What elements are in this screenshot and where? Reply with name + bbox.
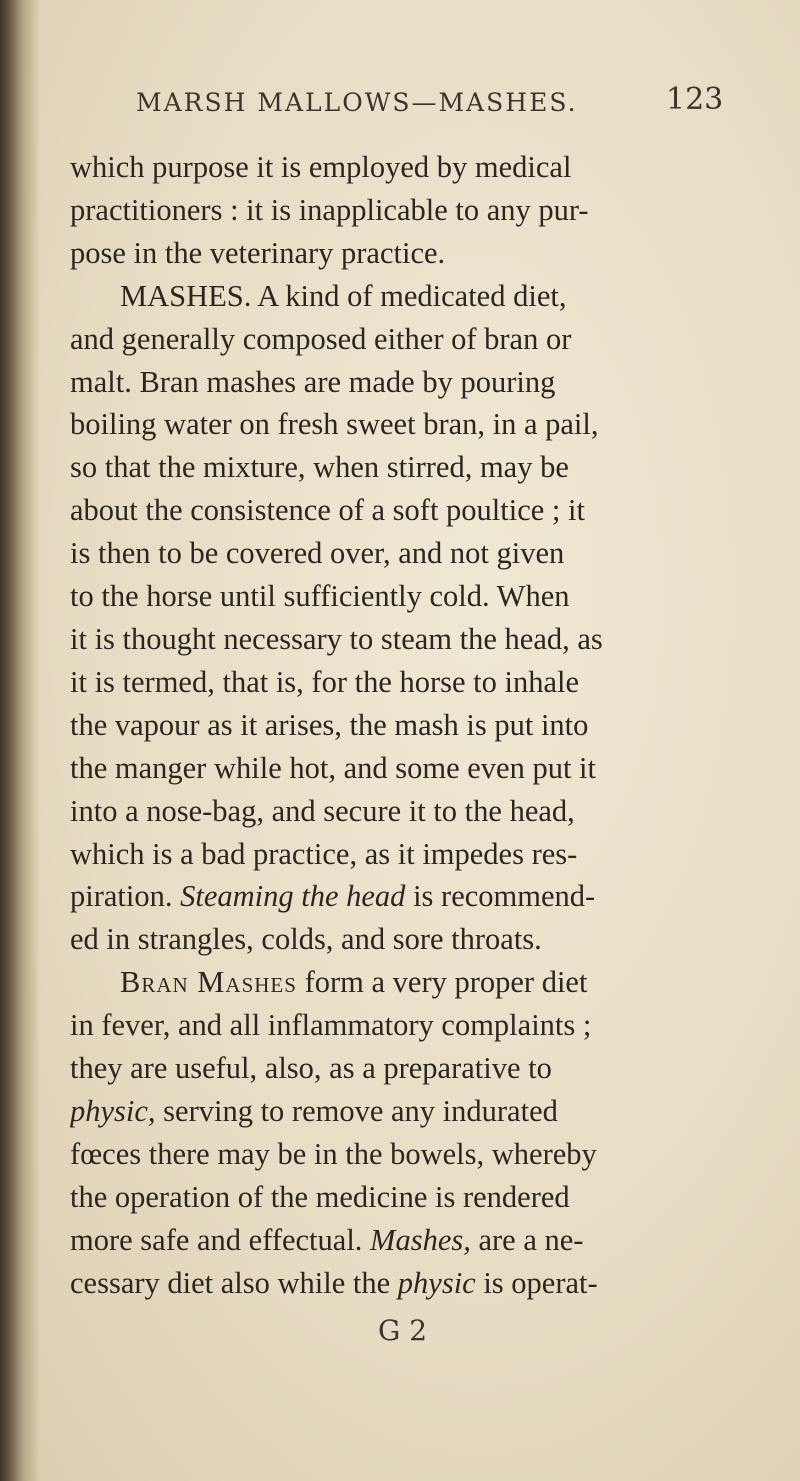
text-line: so that the mixture, when stirred, may be	[70, 450, 569, 485]
text-line: about the consistence of a soft poultice ; it	[70, 493, 585, 528]
text-line: which is a bad practice, as it impedes res-	[70, 836, 578, 871]
text-line: the manger while hot, and some even put it	[70, 750, 596, 785]
italic-word: physic	[397, 1265, 476, 1300]
text-line: it is thought necessary to steam the head, as	[70, 621, 603, 656]
text-line: practitioners : it is inapplicable to any pur-	[70, 192, 589, 227]
text-line: in fever, and all inflammatory complaints ;	[70, 1008, 592, 1043]
text-line: is then to be covered over, and not given	[70, 536, 565, 571]
text-line: into a nose-bag, and secure it to the head,	[70, 793, 575, 828]
text-line: it is termed, that is, for the horse to inhale	[70, 664, 580, 699]
text-line: fœces there may be in the bowels, whereby	[70, 1136, 597, 1171]
text-fragment: is operat-	[483, 1265, 598, 1300]
text-line: boiling water on fresh sweet bran, in a pail,	[70, 407, 599, 442]
body-text	[70, 146, 760, 1304]
text-line: and generally composed either of bran or	[70, 321, 572, 356]
text-line	[70, 1219, 760, 1262]
text-fragment: cessary diet also while the	[70, 1265, 391, 1300]
italic-phrase: Steaming the head	[180, 879, 406, 914]
text-line: they are useful, also, as a preparative to	[70, 1051, 552, 1086]
binding-shadow	[0, 0, 40, 1481]
text-line	[70, 1262, 760, 1305]
text-fragment: more safe and effectual.	[70, 1222, 363, 1257]
text-fragment: piration.	[70, 879, 173, 914]
text-fragment: are a ne-	[478, 1222, 584, 1257]
text-fragment: serving to remove any indurated	[163, 1093, 558, 1128]
text-line: MASHES. A kind of medicated diet,	[120, 278, 567, 313]
section-heading: Bran Mashes	[120, 965, 297, 1000]
text-fragment: form a very proper diet	[304, 965, 588, 1000]
page-number: 123	[666, 82, 724, 117]
text-fragment: is recommend-	[413, 879, 596, 914]
italic-word: Mashes,	[370, 1222, 471, 1257]
text-line: the operation of the medicine is rendered	[70, 1179, 570, 1214]
italic-word: physic,	[70, 1093, 156, 1128]
text-line: ed in strangles, colds, and sore throats.	[70, 922, 542, 957]
signature-mark: G 2	[378, 1314, 428, 1347]
text-line: which purpose it is employed by medical	[70, 150, 572, 184]
text-line	[70, 875, 760, 918]
text-line: the vapour as it arises, the mash is put into	[70, 707, 589, 742]
text-line: pose in the veterinary practice.	[70, 235, 446, 270]
text-line	[70, 1090, 760, 1133]
text-line: to the horse until sufficiently cold. When	[70, 579, 570, 614]
running-head: MARSH MALLOWS—MASHES.	[136, 88, 578, 117]
text-line	[70, 961, 760, 1004]
text-line: malt. Bran mashes are made by pouring	[70, 364, 556, 399]
